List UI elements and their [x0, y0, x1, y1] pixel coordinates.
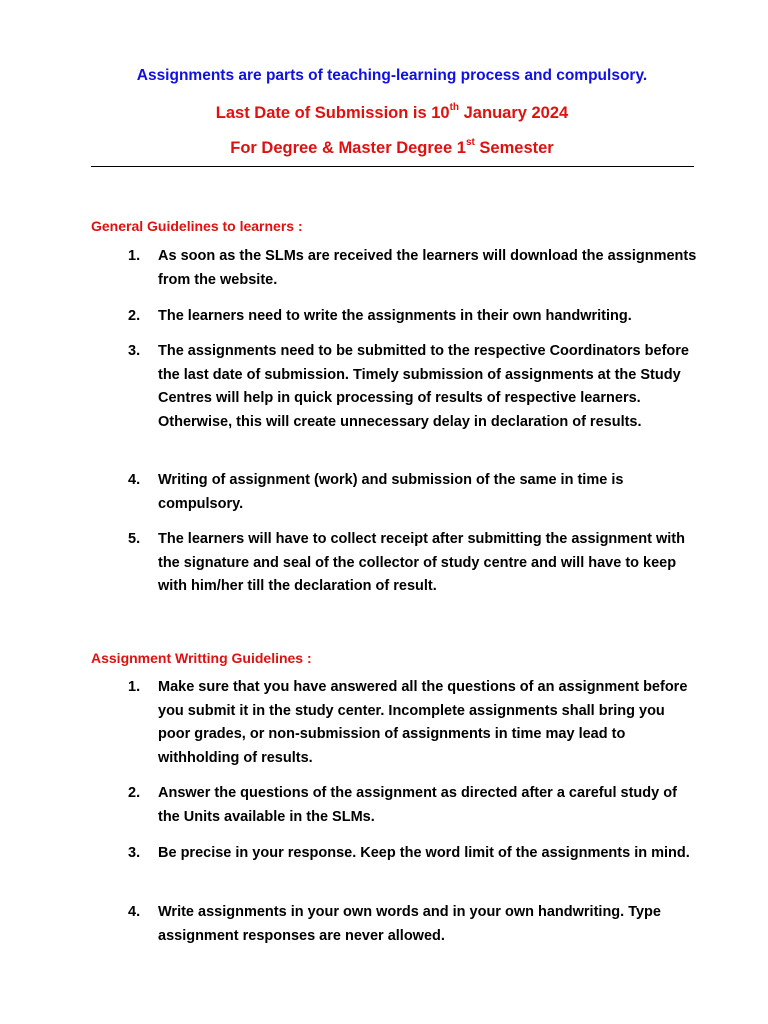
header-last-date	[0, 104, 768, 123]
item-text: Make sure that you have answered all the questions of an assignment before you submit it in the study center. Incomplete assignments shall bring you poor grades, or non-submission of assignments in time may lead to withholding of results.	[158, 679, 688, 766]
header-semester	[0, 139, 768, 158]
general-item-2	[128, 305, 698, 329]
item-text: The learners will have to collect receipt after submitting the assignment with the signature and seal of the collector of study centre and will have to keep with him/her till the declaration of result.	[158, 531, 685, 594]
semester-superscript: st	[465, 137, 475, 148]
last-date-text-end: January 2024	[459, 104, 569, 122]
general-item-4	[128, 469, 698, 516]
general-item-1	[128, 245, 698, 292]
item-number: 5.	[128, 531, 141, 547]
item-number: 3.	[128, 343, 141, 359]
item-text: The assignments need to be submitted to the respective Coordinators before the last date of submission. Timely submission of assignments at the Study Centres will help in quick processing of results of respective learners. Otherwise, this will create unnecessary delay in declaration of results.	[158, 343, 689, 430]
item-number: 1.	[128, 679, 141, 695]
header-compulsory-note: Assignments are parts of teaching-learning process and compulsory.	[136, 67, 648, 84]
writing-item-1	[128, 676, 698, 770]
item-text: The learners need to write the assignments in their own handwriting.	[158, 308, 632, 324]
item-number: 3.	[128, 845, 141, 861]
writing-item-3	[128, 842, 698, 866]
item-number: 2.	[128, 785, 141, 801]
writing-item-2	[128, 782, 698, 829]
item-number: 4.	[128, 472, 141, 488]
general-item-3	[128, 340, 698, 434]
semester-text-end: Semester	[474, 139, 554, 157]
item-text: Write assignments in your own words and in your own handwriting. Type assignment responses are never allowed.	[158, 904, 661, 944]
semester-text: For Degree & Master Degree 1	[230, 139, 466, 157]
item-number: 1.	[128, 248, 141, 264]
writing-item-4	[128, 901, 698, 948]
last-date-text: Last Date of Submission is 10	[215, 104, 450, 122]
item-text: Be precise in your response. Keep the word limit of the assignments in mind.	[158, 845, 690, 861]
item-text: As soon as the SLMs are received the learners will download the assignments from the website.	[158, 248, 697, 288]
last-date-superscript: th	[449, 102, 460, 113]
writing-guidelines-heading: Assignment Writting Guidelines :	[91, 650, 312, 666]
item-text: Answer the questions of the assignment as directed after a careful study of the Units available in the SLMs.	[158, 785, 677, 825]
general-guidelines-heading: General Guidelines to learners :	[91, 218, 303, 234]
general-item-5	[128, 528, 698, 599]
item-text: Writing of assignment (work) and submission of the same in time is compulsory.	[158, 472, 624, 512]
header-divider	[91, 166, 694, 167]
item-number: 2.	[128, 308, 141, 324]
item-number: 4.	[128, 904, 141, 920]
